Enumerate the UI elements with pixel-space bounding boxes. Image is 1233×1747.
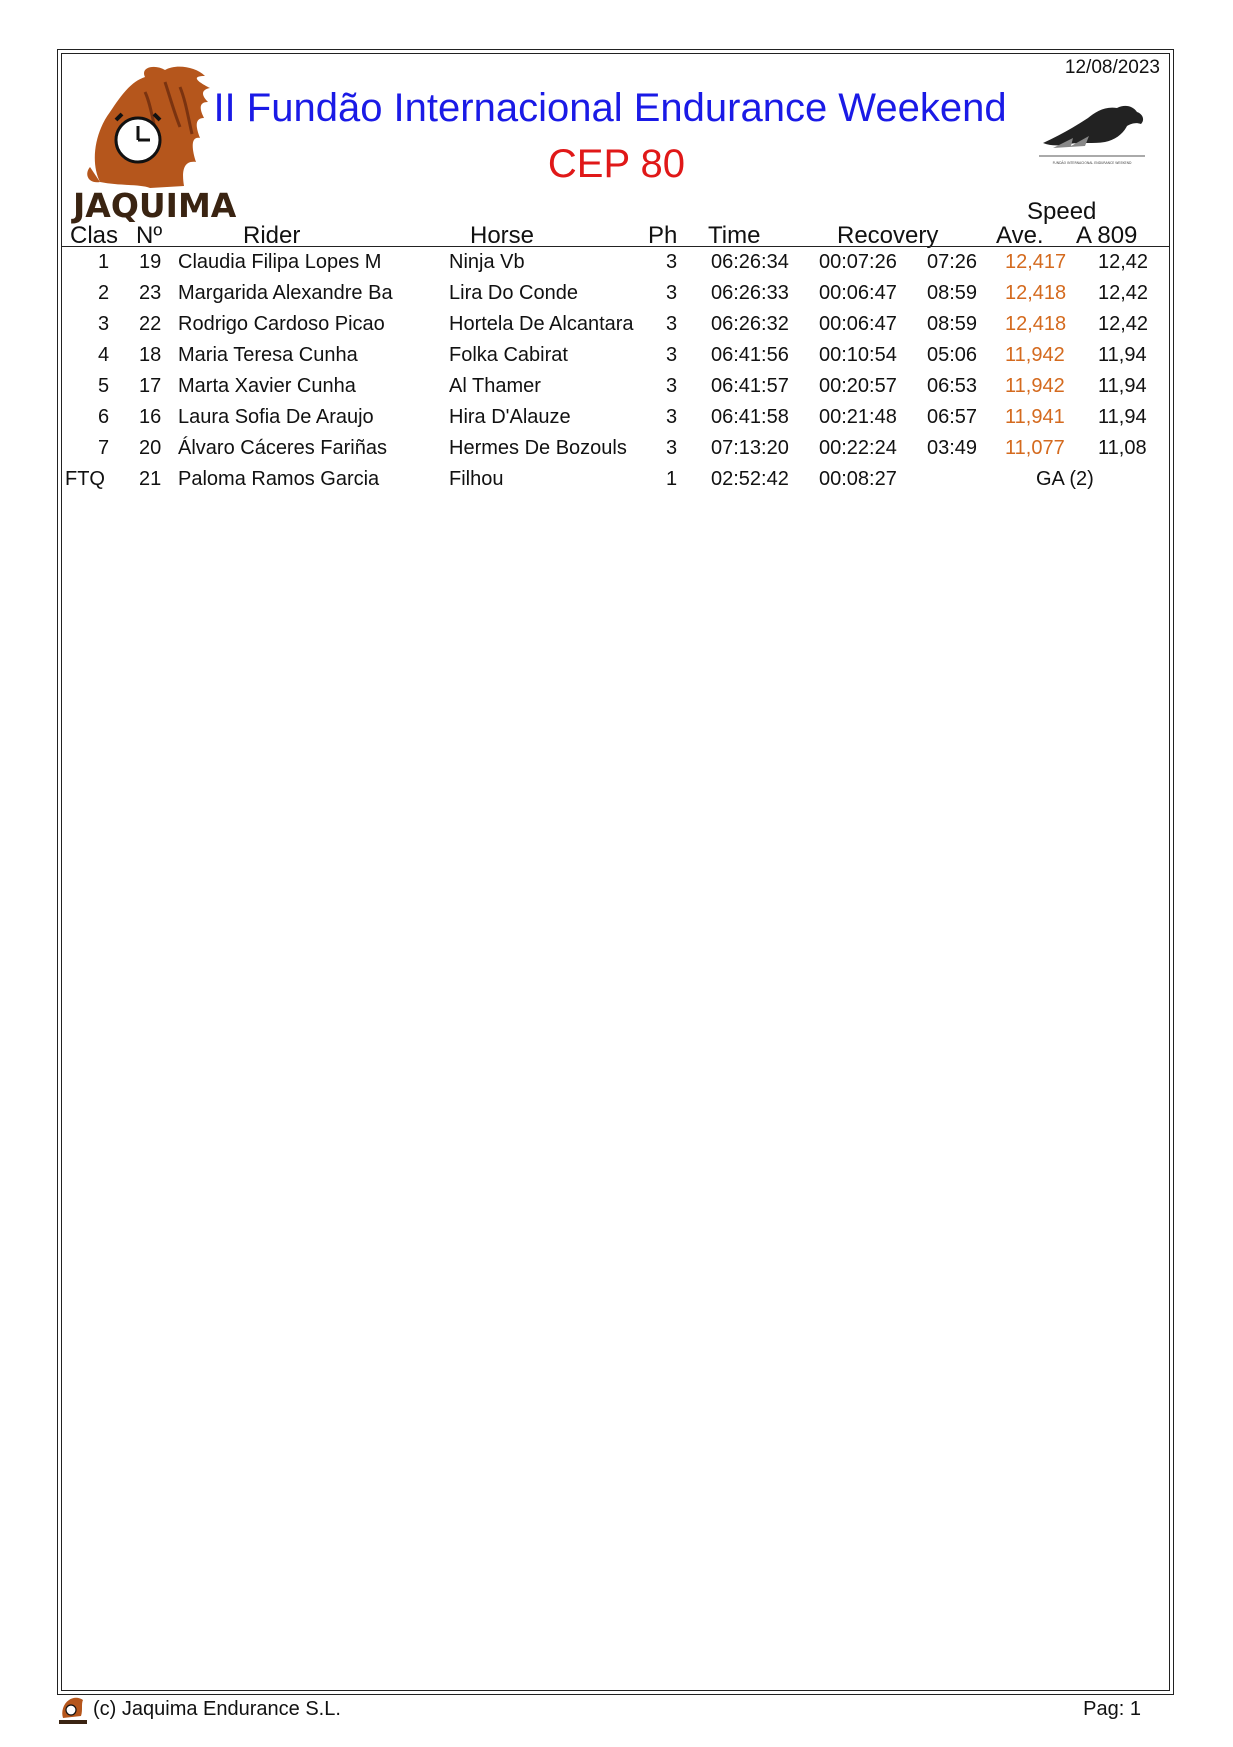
cell-speed-ave: 11,942 bbox=[1005, 375, 1065, 397]
col-header-time: Time bbox=[708, 222, 761, 249]
cell-ph: 3 bbox=[666, 406, 678, 428]
col-header-clas: Clas bbox=[70, 222, 119, 249]
cell-recovery: 00:20:57 bbox=[819, 375, 897, 397]
cell-horse: Hortela De Alcantara bbox=[449, 313, 634, 335]
cell-clas: 3 bbox=[98, 313, 110, 335]
cell-no: 21 bbox=[139, 468, 162, 490]
cell-rider: Margarida Alexandre Ba bbox=[178, 282, 393, 304]
cell-recovery: 00:07:26 bbox=[819, 251, 897, 273]
cell-ph: 3 bbox=[666, 282, 678, 304]
cell-no: 17 bbox=[139, 375, 162, 397]
cell-recovery-time: 06:57 bbox=[927, 406, 978, 428]
logo-wordmark: JAQUIMA bbox=[73, 186, 237, 225]
running-horse-icon bbox=[1033, 98, 1151, 168]
footer-page-number: Pag: 1 bbox=[1083, 1698, 1141, 1720]
cell-ph: 3 bbox=[666, 437, 678, 459]
report-date: 12/08/2023 bbox=[1064, 57, 1160, 78]
cell-clas: 1 bbox=[98, 251, 110, 273]
cell-recovery-time: 08:59 bbox=[927, 282, 978, 304]
event-title: II Fundão Internacional Endurance Weekend bbox=[213, 86, 1007, 130]
cell-a809: 11,94 bbox=[1098, 375, 1147, 397]
cell-recovery-time: 07:26 bbox=[927, 251, 978, 273]
cell-rider: Maria Teresa Cunha bbox=[178, 344, 358, 366]
cell-speed-ave: 12,418 bbox=[1005, 313, 1067, 335]
cell-time: 06:41:56 bbox=[711, 344, 789, 366]
cell-no: 18 bbox=[139, 344, 162, 366]
cell-time: 06:26:32 bbox=[711, 313, 789, 335]
cell-horse: Filhou bbox=[449, 468, 504, 490]
col-header-rider: Rider bbox=[243, 222, 301, 249]
cell-no: 20 bbox=[139, 437, 162, 459]
cell-horse: Hira D'Alauze bbox=[449, 406, 571, 428]
cell-recovery-time: 08:59 bbox=[927, 313, 978, 335]
cell-no: 16 bbox=[139, 406, 162, 428]
col-header-no: Nº bbox=[136, 222, 163, 249]
col-header-ave: Ave. bbox=[996, 222, 1044, 249]
cell-no: 19 bbox=[139, 251, 162, 273]
cell-time: 06:26:34 bbox=[711, 251, 789, 273]
cell-ph: 1 bbox=[666, 468, 678, 490]
cell-a809: 11,94 bbox=[1098, 344, 1147, 366]
cell-clas: 2 bbox=[98, 282, 110, 304]
cell-time: 06:41:57 bbox=[711, 375, 789, 397]
cell-recovery: 00:08:27 bbox=[819, 468, 897, 490]
cell-no: 23 bbox=[139, 282, 162, 304]
cell-horse: Hermes De Bozouls bbox=[449, 437, 627, 459]
cell-ph: 3 bbox=[666, 344, 678, 366]
cell-clas: 4 bbox=[98, 344, 110, 366]
cell-rider: Álvaro Cáceres Fariñas bbox=[178, 437, 387, 459]
cell-speed-ave: 12,417 bbox=[1005, 251, 1067, 273]
cell-ph: 3 bbox=[666, 313, 678, 335]
cell-clas: 6 bbox=[98, 406, 110, 428]
category-title: CEP 80 bbox=[547, 142, 686, 186]
cell-rider: Claudia Filipa Lopes M bbox=[178, 251, 382, 273]
col-header-horse: Horse bbox=[470, 222, 535, 249]
cell-recovery: 00:06:47 bbox=[819, 282, 897, 304]
cell-a809: 12,42 bbox=[1098, 313, 1149, 335]
col-header-a809: A 809 bbox=[1076, 222, 1138, 249]
header-divider bbox=[61, 246, 1170, 247]
cell-clas: 7 bbox=[98, 437, 110, 459]
table-row bbox=[0, 344, 1233, 375]
cell-ph: 3 bbox=[666, 251, 678, 273]
cell-no: 22 bbox=[139, 313, 162, 335]
cell-speed-ave: 11,941 bbox=[1005, 406, 1065, 428]
col-header-speed: Speed bbox=[1027, 198, 1097, 225]
table-row bbox=[0, 468, 1233, 499]
cell-horse: Ninja Vb bbox=[449, 251, 525, 273]
cell-a809: 11,08 bbox=[1098, 437, 1147, 459]
cell-horse: Lira Do Conde bbox=[449, 282, 578, 304]
cell-a809: 11,94 bbox=[1098, 406, 1147, 428]
cell-horse: Folka Cabirat bbox=[449, 344, 568, 366]
cell-rider: Laura Sofia De Araujo bbox=[178, 406, 374, 428]
cell-ph: 3 bbox=[666, 375, 678, 397]
cell-speed-ave: 12,418 bbox=[1005, 282, 1067, 304]
table-row bbox=[0, 313, 1233, 344]
cell-horse: Al Thamer bbox=[449, 375, 541, 397]
cell-recovery: 00:22:24 bbox=[819, 437, 897, 459]
table-row bbox=[0, 437, 1233, 468]
cell-rider: Rodrigo Cardoso Picao bbox=[178, 313, 385, 335]
table-row bbox=[0, 375, 1233, 406]
cell-recovery: 00:10:54 bbox=[819, 344, 897, 366]
cell-rider: Paloma Ramos Garcia bbox=[178, 468, 380, 490]
cell-clas: FTQ bbox=[65, 468, 105, 490]
table-row bbox=[0, 251, 1233, 282]
cell-time: 06:41:58 bbox=[711, 406, 789, 428]
col-header-ph: Ph bbox=[648, 222, 678, 249]
cell-time: 02:52:42 bbox=[711, 468, 789, 490]
cell-recovery-time: 03:49 bbox=[927, 437, 978, 459]
cell-a809: 12,42 bbox=[1098, 251, 1149, 273]
footer-copyright: (c) Jaquima Endurance S.L. bbox=[93, 1698, 341, 1720]
cell-recovery-time: 05:06 bbox=[927, 344, 978, 366]
right-logo-caption: FUNDÃO INTERNACIONAL ENDURANCE WEEKEND bbox=[1052, 161, 1132, 165]
cell-recovery: 00:06:47 bbox=[819, 313, 897, 335]
footer-logo-icon bbox=[57, 1694, 89, 1726]
table-row bbox=[0, 282, 1233, 313]
table-row bbox=[0, 406, 1233, 437]
cell-status-note: GA (2) bbox=[1036, 468, 1094, 490]
col-header-recovery: Recovery bbox=[837, 222, 939, 249]
cell-speed-ave: 11,942 bbox=[1005, 344, 1065, 366]
cell-time: 07:13:20 bbox=[711, 437, 789, 459]
cell-clas: 5 bbox=[98, 375, 110, 397]
cell-recovery: 00:21:48 bbox=[819, 406, 897, 428]
cell-speed-ave: 11,077 bbox=[1005, 437, 1065, 459]
cell-recovery-time: 06:53 bbox=[927, 375, 978, 397]
cell-a809: 12,42 bbox=[1098, 282, 1149, 304]
cell-rider: Marta Xavier Cunha bbox=[178, 375, 356, 397]
cell-time: 06:26:33 bbox=[711, 282, 789, 304]
